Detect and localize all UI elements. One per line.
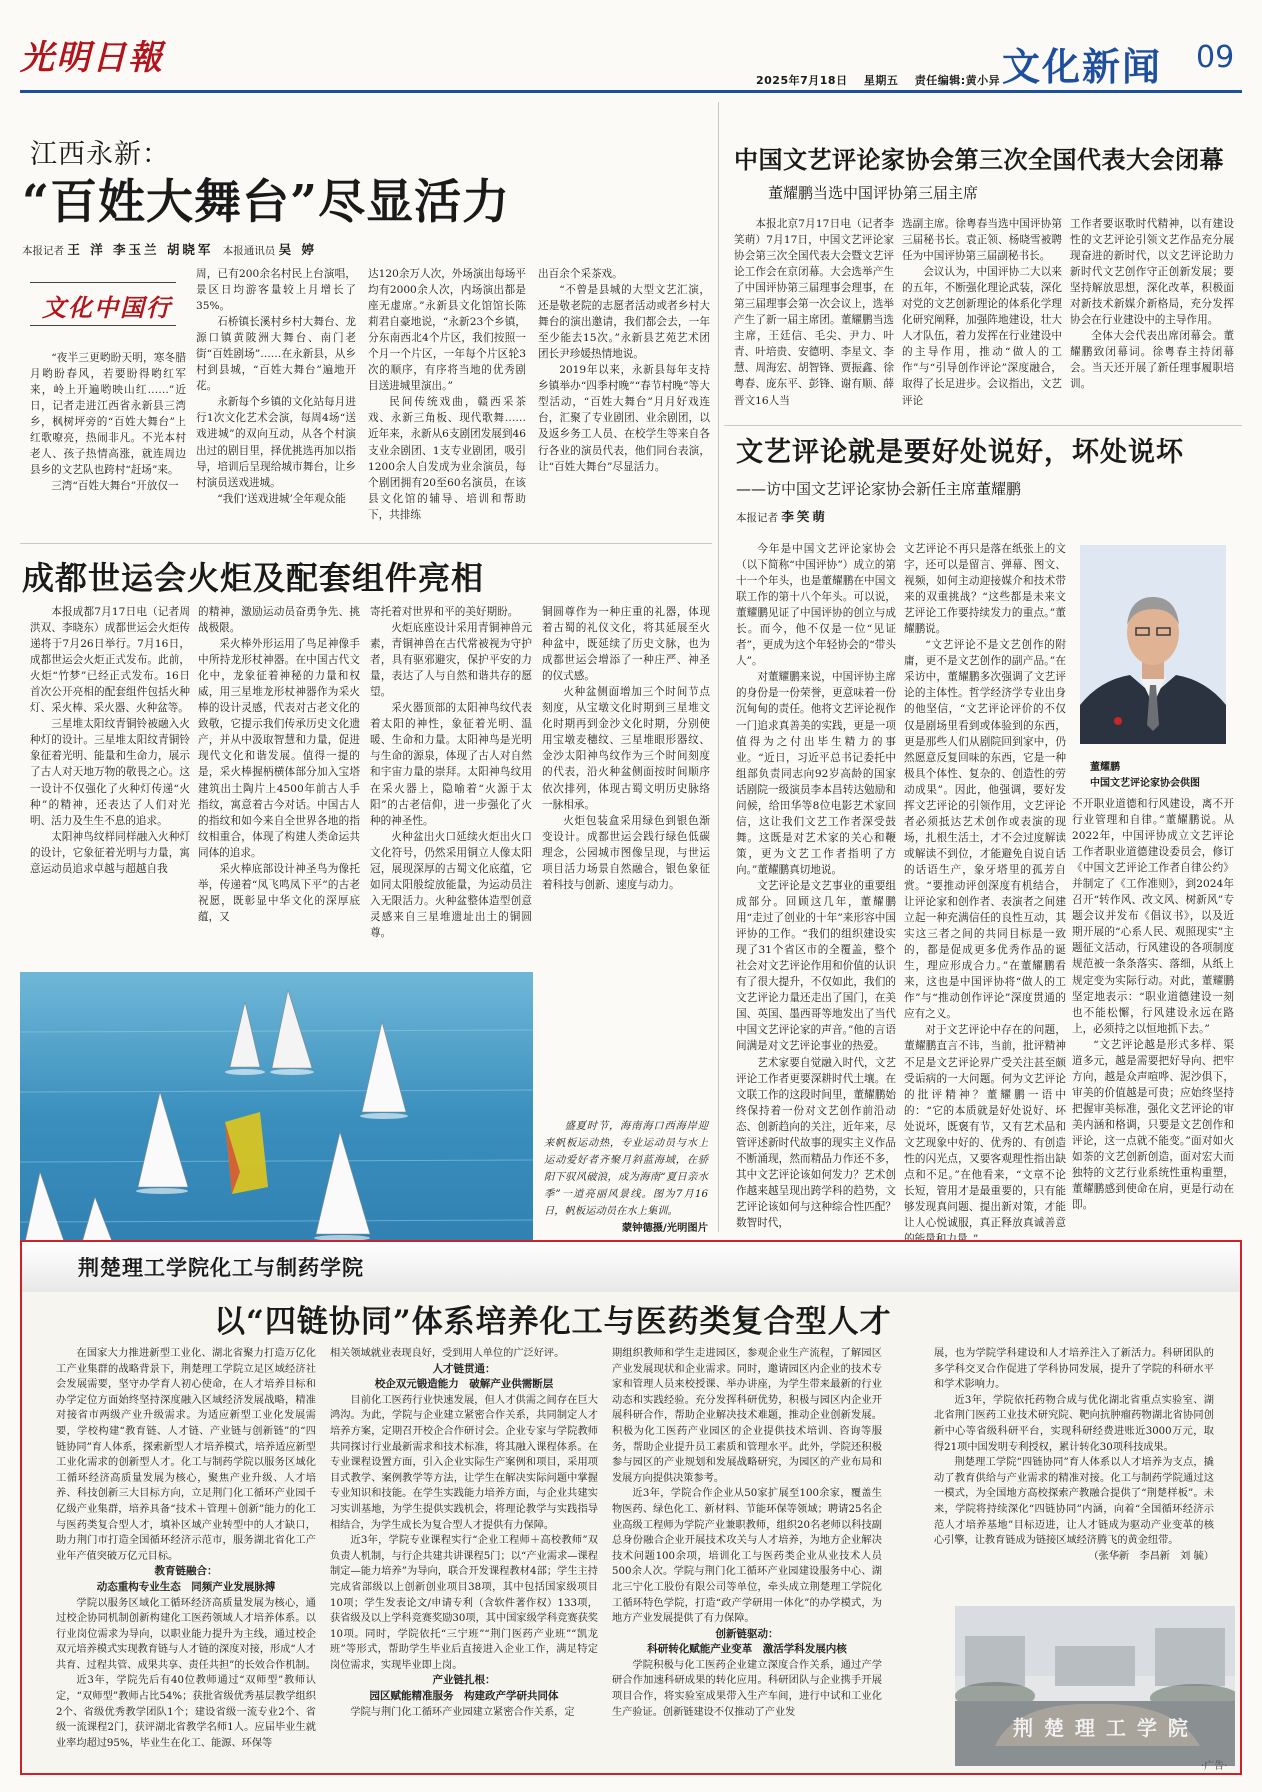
article-kicker: 江西永新： [30, 139, 170, 170]
article-column: 不开职业道德和行风建设，离不开行业管理和自律。”董耀鹏说。从2022年，中国评协成立文艺评论工作者职业道德建设委员会，修订《中国文艺评论工作者自律公约》并制定了《工作准则》，到2024年召开“转作风、改文风、树新风”专题会议并发布《倡议书》，以及近期开展的“心系人民、观照现实”主题征文活动，行风建设的各项制度规范被一条条落实、落细，从纸上规定变为实际行动。对此，董耀鹏坚定地表示：“职业道德建设一刻也不能松懈，行风建设永远在路上，必须持之以恒地抓下去。” “文艺评论越是形式多样、渠道多元，越是需要把好导向、把牢方向，越是众声喧哗、泥沙俱下，审美的价值越是可贵；应始终坚持把握审美标准，强化文艺评论的审美内涵和格调，只要是文艺创作和评论，这一点就不能变。”面对如火如荼的文艺创新创造，面对宏大而独特的文艺行业系统性重构重塑，董耀鹏感到使命在肩，更是行动在即。 [1072, 798, 1234, 1212]
article-column: 工作者要讴歌时代精神，以有建设性的文艺评论引领文艺作品充分展现奋进的新时代，以文艺评论助力新时代文艺创作守正创新发展；要坚持解放思想，深化改革，积极面对新技术新媒介新格局，充分发挥协会在行业建设中的主导作用。 全体大会代表出席闭幕会。董耀鹏致闭幕词。徐粤春主持闭幕会。当天还开展了新任理事履职培训。 [1070, 218, 1234, 391]
photo-caption: 盛夏时节，海南海口西海岸迎来帆板运动热，专业运动员与水上运动爱好者齐聚月斜蓝海域，在骄阳下驭风破浪，成为海南“夏日亲水季”一道亮丽风景线。图为7月16日，帆板运动员在水上集训。 蒙钟德摄/光明图片 [544, 1118, 708, 1237]
issue-date: 2025年7月18日 [756, 74, 848, 87]
article-headline: 文艺评论就是要好处说好，坏处说坏 [736, 437, 1184, 468]
article-headline: 中国文艺评论家协会第三次全国代表大会闭幕 [734, 145, 1224, 174]
column-divider [718, 102, 719, 1232]
article-column: 本报成都7月17日电（记者周洪双、李晓东）成都世运会火炬传递将于7月26日举行。7月16日，成都世运会火炬正式发布。此前，火炬“竹梦”已经正式发布。16日首次公开亮相的配套组件包括火种灯、采火棒、采火器、火种盆等。 三星堆太阳纹青铜铃被融入火种灯的设计。三星堆太阳纹青铜铃象征着光明、能量和生命力，展示了古人对天地万物的敬畏之心。这一设计不仅强化了火种灯传递“火种”的精神，还表达了人们对光明、活力及生生不息的追求。 太阳神鸟纹样同样融入火种灯的设计，它象征着光明与力量，寓意运动员追求卓越与超越自我 [30, 606, 190, 875]
issue-editor: 责任编辑:黄小异 [914, 74, 1001, 87]
page-number: 09 [1196, 40, 1235, 75]
campus-gate-graphic [955, 1606, 1235, 1766]
issue-weekday: 星期五 [863, 74, 899, 87]
advertorial-headline: 以“四链协同”体系培养化工与医药类复合型人才 [214, 1304, 892, 1340]
campus-photo [955, 1606, 1235, 1766]
newspaper-logo: 光明日報 [20, 38, 164, 78]
article-byline: 本报记者 李笑萌 [736, 509, 828, 524]
article-column: 达120余万人次，外场演出每场平均有2000余人次，内场演出都是座无虚席。”永新县文化馆馆长陈莉君自豪地说，“永新23个乡镇，分东南西北4个片区，我们按照一个月一个片区，一年每个片区轮3次的顺序，有序将当地的优秀剧目送进城里演出。” 民间传统戏曲，赣西采茶戏、永新三角板、现代歌舞……近年来，永新从6支剧团发展到46支业余剧团、1支专业剧团，吸引1200余人自发成为业余演员，每个剧团拥有20至60名演员，在该县文化馆的辅导、培训和帮助下，共排练 [368, 268, 526, 521]
campus-gate-text: 荆 楚 理 工 学 院 [1013, 1716, 1190, 1740]
article-column: 的精神，激励运动员奋勇争先、挑战极限。 采火棒外形运用了鸟足神像手中所持龙形杖神器。在中国古代文化中，龙象征着神秘的力量和权威，用三星堆龙形杖神器作为采火棒的设计灵感，代表对古老文化的致敬，它提示我们传承历史文化遗产，并从中汲取智慧和力量，促进现代文化和谐发展。值得一提的是，采火棒握柄横体部分加入宝塔建筑出土陶片上4500年前古人手指纹，寓意着古今对话。中国古人的指纹和如今来自全世界各地的指纹相重合，体现了构建人类命运共同体的追求。 采火棒底部设计神圣鸟为像托举，传递着“凤飞鸣凤下平”的古老祝愿，既彰显中华文化的深厚底蕴，又 [198, 606, 360, 923]
section-title: 文化新闻 [1002, 45, 1163, 89]
portrait-photo [1080, 545, 1226, 744]
portrait-caption: 董耀鹏 [1090, 762, 1120, 773]
masthead-rule [20, 90, 1242, 93]
person-icon [1080, 545, 1226, 744]
section-divider [724, 425, 1242, 426]
advertorial-column: 期组织教师和学生走进园区，参观企业生产流程，了解园区产业发展现状和企业需求。同时，邀请园区内企业的技术专家和管理人员来校授课、举办讲座，为学生带来最新的行业动态和实践经验。充分发挥科研优势，积极与园区内企业开展科研合作，帮助企业解决技术难题，推动企业创新发展。积极为化工医药产业园区的企业提供技术培训、咨询等服务，帮助企业提升员工素质和管理水平。此外，学院还积极参与园区的产业规划和发展战略研究，为园区的产业布局和发展方向提供决策参考。 近3年，学院合作企业从50家扩展至100余家，覆盖生物医药、绿色化工、新材料、节能环保等领域；聘请25名企业高级工程师为学院产业兼职教师，组织20名老师以科技副总身份融合企业开展技术攻关与人才培养，为地方企业解决技术问题100余项，培训化工与医药类企业从业技术人员500余人次。学院与荆门化工循环产业园建设服务中心、湖北三宁化工股份有限公司等单位，牵头成立荆楚理工学院化工循环特色学院，打造“政产学研用一体化”的办学模式，为地方产业发展提供了有力保障。 创新链驱动： 科研转化赋能产业变革 激活学科发展内核 学院积极与化工医药企业建立深度合作关系，通过产学研合作加速科研成果的转化应用。科研团队与企业携手开展项目合作，将实验室成果带入生产车间，进行中试和工业化生产验证。创新链建设不仅推动了产业发 [612, 1348, 882, 1718]
photo-credit: 蒙钟德摄/光明图片 [621, 1222, 708, 1234]
article-column: 铜圆尊作为一种庄重的礼器，体现着古蜀的礼仪文化，将其延展至火种盆中，既延续了历史文脉，也为成都世运会增添了一种庄严、神圣的仪式感。 火种盆侧面增加三个时间节点刻度，从宝墩文化时期到三星堆文化时期再到金沙文化时期，分别使用宝墩麦穗纹、三星堆眼形器纹、金沙太阳神鸟纹作为三个时间刻度的代表，沿火种盆侧面按时间顺序依次排列，体现古蜀文明历史脉络一脉相承。 火炬包装盒采用绿色到银色渐变设计。成都世运会践行绿色低碳理念，公园城市图像呈现，与世运项目活力场景自然融合，银色象征着科技与创新、速度与动力。 [542, 606, 710, 891]
article-column: “夜半三更哟盼天明，寒冬腊月哟盼春风，若要盼得哟红军来，岭上开遍哟映山红……”近日，记者走进江西省永新县三湾乡，枫树坪旁的“百姓大舞台”上红歌嘹亮，热闹非凡。不光本村老人、孩子热情高涨，就连周边县乡的文艺队也跨村“赶场”来。 三湾“百姓大舞台”开放仅一 [30, 352, 186, 493]
sailing-photo [20, 972, 533, 1263]
article-column: 今年是中国文艺评论家协会（以下简称“中国评协”）成立的第十一个年头，也是董耀鹏在中国文联工作的第十八个年头。可以说，董耀鹏见证了中国评协的创立与成长。而今，他不仅是一位“见证者”，更成为这个年轻协会的“带头人”。 对董耀鹏来说，中国评协主席的身份是一份荣誉，更意味着一份沉甸甸的责任。他将文艺评论视作一门追求真善美的实践，更是一项值得为之付出毕生精力的事业。“近日，习近平总书记委托中组部负责同志向92岁高龄的国家话剧院一级演员李本昌转达勉励和问候，给田华等8位电影艺术家回信，这让我们文艺工作者深受鼓舞。这既是对艺术家的关心和鞭策，更为文艺工作者指明了方向。”董耀鹏真切地说。 文艺评论是文艺事业的重要组成部分。回顾这几年，董耀鹏用“走过了创业的十年”来形容中国评协的工作。“我们的组织建设实现了31个省区市的全覆盖，整个社会对文艺评论作用和价值的认识有了很大提升，不仅如此，我们的文艺评论力量还走出了国门，在美国、英国、墨西哥等地发出了当代中国文艺评论家的声音。”他的言语间满是对文艺评论事业的热爱。 艺术家要自觉融入时代，文艺评论工作者更要深耕时代土壤。在文联工作的这段时间里，董耀鹏始终保持着一份对文艺创作前沿动态、创新趋向的关注，近年来，尽管评述新时代故事的现实主义作品不断涌现，然而精品力作还不多，其中文艺评论该如何发力？艺术创作越来越呈现出跨学科的趋势，文艺评论该如何与这种综合性匹配？数智时代， [736, 543, 896, 1229]
article-headline: 成都世运会火炬及配套组件亮相 [22, 559, 485, 597]
article-column: 文艺评论不再只是落在纸张上的文字，还可以是留言、弹幕、图文、视频，如何主动迎接媒介和技术带来的双重挑战？“这些都是未来文艺评论工作要持续发力的重点。”董耀鹏说。 “文艺评论不是文艺创作的附庸，更不是文艺创作的副产品。”在采访中，董耀鹏多次强调了文艺评论的主体性。哲学经济学专业出身的他坚信，“文艺评论评价的不仅仅是剧场里看到或体验到的东西，更是那些人们从剧院回到家中，仍然愿意反复回味的东西，它是一种极具个体性、复杂的、创造性的劳动成果”。因此，他强调，要好发挥文艺评论的引领作用，文艺评论者必须抵达艺术创作或表演的现场，扎根生活土，才不会过度解读或解读不到位，才能避免自说自话的话语生产，象牙塔里的孤芳自赏。“要推动评创深度有机结合，让评论家和创作者、表演者之间建立起一种充满信任的良性互动，其实这三者之间的共同目标是一致的，都是促成更多优秀作品的诞生，理应形成合力。”在董耀鹏看来，这也是中国评协将“做人的工作”与“推动创作评论”深度贯通的应有之义。 对于文艺评论中存在的问题，董耀鹏直言不讳，当前，批评精神不足是文艺评论界广受关注甚至颇受诟病的一大问题。何为文艺评论的批评精神？董耀鹏一语中的：“它的本质就是好处说好、坏处说坏，既褒有节，又有艺术品和文艺现象中好的、优秀的、有创造性的闪光点，又要客观理性指出缺点和不足。”在他看来，“文章不论长短，管用才是最重要的，只有能够发现真问题、提出新对策，才能让人心悦诚服，真正释放真诚善意 [904, 543, 1066, 1229]
column-stamp: 文化中国行 [30, 282, 176, 326]
advertorial-column: 展，也为学院学科建设和人才培养注入了新活力。科研团队的多学科交叉合作促进了学科协同发展，提升了学院的科研水平和学术影响力。 近3年，学院依托药物合成与优化湖北省重点实验室、湖北省荆门医药工业技术研究院、靶向抗肿瘤药物湖北省协同创新中心等省级科研平台，实现科研经费进账近3000万元，取得21项中国发明专利授权，累计转化30项科技成果。 荆楚理工学院“四链协同”育人体系以人才培养为支点，撬动了教育供给与产业需求的精准对接。化工与制药学院通过这一模式，为全国地方高校探索产教融合提供了“荆楚样板”。未来，学院将持续深化“四链协同”内涵，向着“全国循环经济示范人才培养基地”目标迈进，让人才链成为驱动产业变革的核心引擎，让教育链成为链接区域经济腾飞的黄金纽带。 （张华新 李昌新 刘 毓） [934, 1346, 1214, 1564]
advertorial-column: 相关领域就业表现良好，受到用人单位的广泛好评。 人才链贯通： 校企双元锻造能力 破解产业供需断层 目前化工医药行业快速发展，但人才供需之间存在巨大鸿沟。为此，学院与企业建立紧密合作关系，共同制定人才培养方案，定期召开校企合作研讨会。企业专家与学院教师共同探讨行业最新需求和技术标准，将其融入课程体系。在专业课程设置方面，引入企业实际生产案例和项目，采用项目式教学、案例教学等方法，让学生在解决实际问题中掌握专业知识和技能。在学生实践能力培养方面，与企业共建实习实训基地，为学生提供实践机会，将理论教学与实践指导相结合，为学生成长为复合型人才提供有力保障。 近3年，学院专业课程实行“企业工程师＋高校教师”双负责人机制，与行企共建共讲课程5门；以“产业需求—课程制定—能力培养”为导向，联合开发课程教材4部；学生主持完成省部级以上创新创业项目38项，其中包括国家级项目10项；学生发表论文/申请专利（含软件著作权）133项，获省级及以上学科竞赛奖励30项，其中国家级学科竞赛获奖10项。同时，学院依托“三宁班”“荆门医药产业班”“凯龙班”等形式，帮助学生毕业后直接进入企业工作，满足特定岗位需求，实现毕业即上岗。 产业链扎根： 园区赋能精准服务 构建政产学研共同体 学院与荆门化工循环产业园建立紧密合作关系，定 [330, 1348, 598, 1718]
sailing-photo-graphic [20, 972, 533, 1263]
portrait-credit: 中国文艺评论家协会供图 [1090, 778, 1200, 789]
article-subhead: 董耀鹏当选中国评协第三届主席 [768, 184, 979, 202]
article-column: 周，已有200余名村民上台演唱，景区日均游客量较上月增长了35%。 石桥镇长溪村乡村大舞台、龙源口镇黄陂洲大舞台、南门老街“百姓剧场”……在永新县，从乡村到县城，“百姓大舞台”遍地开花。 永新每个乡镇的文化站每月进行1次文化艺术会演，每周4场“送戏进城”的双向互动，从各个村演出过的剧目里，择优挑选再加以指导，培训后呈现给城市舞台，让乡村演员送戏进城。 “我们‘送戏进城’全年观众能 [196, 268, 356, 505]
article-column: 出百余个采茶戏。 “不曾是县城的大型文艺汇演，还是敬老院的志愿者活动或者乡村大舞台的演出邀请，我们都会去，一年至少能去15次。”永新县艺苑艺术团团长尹珍媛热情地说。 2019年以来，永新县每年支持乡镇举办“四季村晚”“春节村晚”等大型活动，“百姓大舞台”月月好戏连台，汇聚了专业剧团、业余剧团，以及返乡务工人员、在校学生等来自各行各业的演员代表，他们同台表演，让“百姓大舞台”尽显活力。 [538, 268, 710, 473]
article-column: 本报北京7月17日电（记者李笑萌）7月17日，中国文艺评论家协会第三次全国代表大会暨文艺评论工作会在京闭幕。大会选举产生了中国评协第三届理事会理事，在第三届理事会第一次会议上，选举产生了新一届主席团。董耀鹏当选主席，王廷信、毛尖、尹力、叶青、叶培贵、安德明、李星文、李慧、周海宏、胡智锋、贾振鑫、徐粤春、庞东平、彭锋、谢有顺、薛晋文16人当 [734, 218, 894, 407]
section-divider [20, 543, 712, 544]
article-byline: 本报记者 王 洋 李玉兰 胡晓军 本报通讯员 吴 婷 [22, 242, 317, 257]
advertorial-authors: （张华新 李昌新 刘 毓） [1088, 1550, 1214, 1562]
article-column: 寄托着对世界和平的美好期盼。 火炬底座设计采用青铜神兽元素，青铜神兽在古代常被视为守护者，具有驱邪避灾，保护平安的力量，表达了人与自然和谐共存的愿望。 采火器顶部的太阳神鸟纹代表着太阳的神性，象征着光明、温暖、生命和力量。太阳神鸟是光明与生命的源泉，体现了古人对自然和宇宙力量的崇拜。太阳神鸟纹用在采火器上，隐喻着“火源于太阳”的古老信仰，进一步强化了火种的神圣性。 火种盆出火口延续火炬出火口文化符号，仍然采用铜立人像太阳冠，展现深厚的古蜀文化底蕴，它如同太阳般绽放能量，为运动员注入无限活力。火种盆整体造型创意灵感来自三星堆遗址出土的铜圆尊。 [370, 606, 532, 939]
issue-info [756, 72, 1012, 88]
advertorial-column: 在国家大力推进新型工业化、湖北省聚力打造万亿化工产业集群的战略背景下，荆楚理工学院立足区域经济社会发展需要，坚守办学育人初心使命，在人才培养目标和办学定位方面始终坚持深度融入区域经济发展战略，精准对接省市两级产业升级需求。为适应新型工业化发展需要，学校构建“教育链、人才链、产业链与创新链”的“四链协同”育人体系，探索新型人才培养模式，培养适应新型工业化需求的创新型人才。化工与制药学院以服务区域化工循环经济高质量发展为核心，聚焦产业升级、人才培养、科技创新三大目标方向，立足荆门化工循环产业园千亿级产业集群，培养具备“技术＋管理＋创新”能力的化工与医药类复合型人才，填补区域产业转型中的人才缺口，助力荆门市打造全国循环经济示范市，服务湖北省化工产业年产值突破万亿元目标。 教育链融合： 动态重构专业生态 同频产业发展脉搏 学院以服务区域化工循环经济高质量发展为核心，通过校企协同机制创新构建化工医药领域人才培养体系。以行业岗位需求为导向，以职业能力提升为主线，通过校企双元培养模式实现教育链与人才链的深度对接，形成“人才共育、过程共管、成果共享、责任共担”的长效合作机制。 近3年，学院先后有40位教师通过“双师型”教师认定，“双师型”教师占比54%；获批省级优秀基层教学组织2个、省级优秀教学团队1个；建设省级一流专业2个、省级一流课程2门，获评湖北省教学名师1人。应届毕业生就业率均超过95%，毕业生在化工、能源、环保等 [56, 1348, 316, 1749]
article-headline: “百姓大舞台”尽显活力 [22, 175, 511, 230]
advertorial-org: 荆楚理工学院化工与制药学院 [78, 1256, 364, 1280]
advertisement-tag: ·广告· [1201, 1761, 1228, 1772]
article-subhead: ——访中国文艺评论家协会新任主席董耀鹏 [736, 480, 1022, 498]
article-column: 选副主席。徐粤春当选中国评协第三届秘书长。袁正领、杨晓雪被聘任为中国评协第三届副秘书长。 会议认为，中国评协二大以来的五年，不断强化理论武装，深化对党的文艺创新理论的体系化学理化研究阐释，加强阵地建设，壮大人才队伍，着力发挥在行业建设中的主导作用，推动“做人的工作”与“引导创作评论”深度融合，取得了长足进步。会议指出，文艺评论 [902, 218, 1062, 407]
